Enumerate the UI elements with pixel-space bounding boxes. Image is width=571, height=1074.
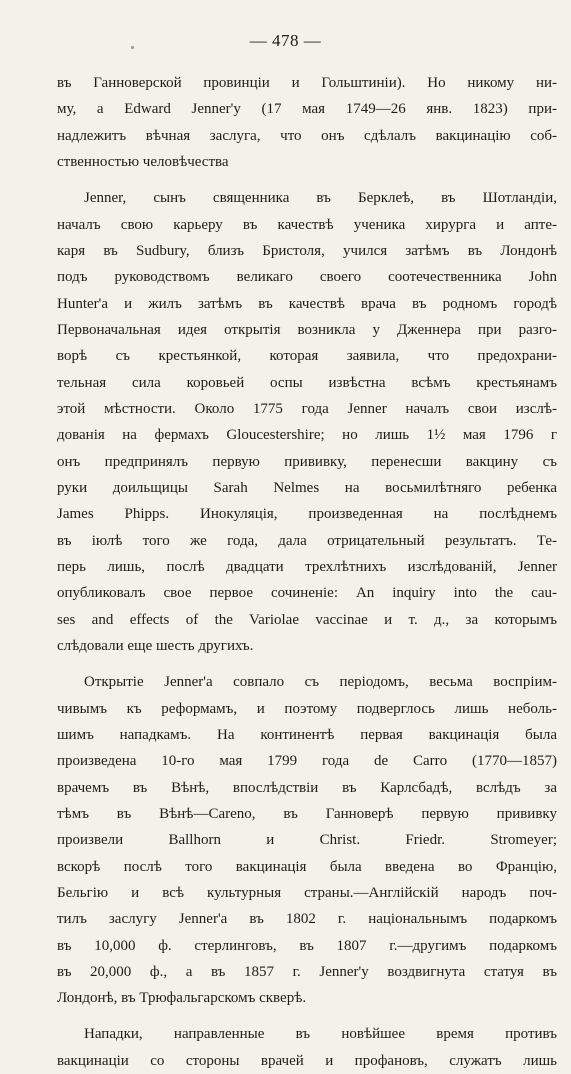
text-line: ственностью человѣчества — [57, 153, 229, 170]
text-line: Jenner, сынъ священника въ Берклеѣ, въ Шотландіи, — [84, 190, 557, 207]
text-line: шимъ нападкамъ. На континентѣ первая вакцинація была — [57, 726, 557, 743]
text-line: произведена 10-го мая 1799 года de Carro (1770—1857) — [57, 753, 557, 770]
text-line: произвели Ballhorn и Christ. Friedr. Stromeyer; — [57, 832, 557, 849]
text-line: дованія на фермахъ Gloucestershire; но лишь 1½ мая 1796 г — [57, 427, 557, 444]
text-line: подъ руководствомъ великаго своего соотечественника John — [57, 269, 557, 286]
text-line: тельная сила коровьей оспы извѣстна всѣмъ крестьянамъ — [57, 374, 557, 391]
text-line: чивымъ къ реформамъ, и поэтому подверглось лишь неболь- — [57, 700, 557, 717]
text-line: Лондонѣ, въ Трюфальгарскомъ скверѣ. — [57, 990, 307, 1007]
text-line: врачемъ въ Вѣнѣ, впослѣдствіи въ Карлсбадѣ, вслѣдъ за — [57, 779, 557, 796]
text-line: му, а Edward Jenner'у (17 мая 1749—26 янв. 1823) при- — [57, 101, 557, 118]
text-line: въ 20,000 ф., а въ 1857 г. Jenner'у воздвигнута статуя въ — [57, 963, 557, 980]
text-line: каря въ Sudbury, близъ Бристоля, учился затѣмъ въ Лондонѣ — [57, 242, 557, 259]
text-line: тилъ заслугу Jenner'а въ 1802 г. національнымъ подаркомъ — [57, 911, 557, 928]
text-line: Бельгію и всѣ культурныя страны.—Англійскій народъ поч- — [57, 884, 557, 901]
text-line: перь лишь, послѣ двадцати трехлѣтнихъ изслѣдованій, Jenner — [57, 558, 557, 575]
text-line: Первоначальная идея открытія возникла у Дженнера при разго- — [57, 321, 557, 338]
text-line: въ Ганноверской провинціи и Гольштиніи). Но никому ни- — [57, 75, 557, 91]
text-line: ses and effects of the Variolae vaccinae и т. д., за которымъ — [57, 611, 557, 628]
text-line: вскорѣ послѣ того вакцинація была введена во Францію, — [57, 858, 557, 875]
text-line: тѣмъ въ Вѣнѣ—Careno, въ Ганноверѣ первую прививку — [57, 805, 557, 822]
text-line: Нападки, направленные въ новѣйшее время противъ — [84, 1026, 557, 1043]
text-line: онъ предпринялъ первую прививку, перенесши вакцину съ — [57, 453, 557, 470]
text-line: ворѣ съ крестьянкой, которая заявила, что предохрани- — [57, 348, 557, 365]
text-line: слѣдовали еще шесть другихъ. — [57, 637, 254, 654]
text-line: James Phipps. Инокуляція, произведенная на послѣднемъ — [57, 506, 557, 523]
paragraph-3 — [57, 669, 557, 1011]
text-line: Открытіе Jenner'а совпало съ періодомъ, весьма воспріим- — [84, 674, 557, 691]
text-line: Hunter'а и жилъ затѣмъ въ качествѣ врача въ родномъ городѣ — [57, 295, 557, 312]
paragraph-4 — [57, 1021, 557, 1074]
text-line: въ 10,000 ф. стерлинговъ, въ 1807 г.—другимъ подаркомъ — [57, 937, 557, 954]
page-body — [57, 70, 557, 1074]
page-number: — 478 — — [249, 31, 322, 50]
text-line: опубликовалъ свое первое сочиненіе: An inquiry into the cau- — [57, 585, 557, 602]
text-line: вакцинаціи со стороны врачей и профановъ, служатъ лишь — [57, 1052, 557, 1069]
text-line: въ іюлѣ того же года, дала отрицательный результатъ. Те- — [57, 532, 557, 549]
text-line: надлежитъ вѣчная заслуга, что онъ сдѣлалъ вакцинацію соб- — [57, 127, 557, 144]
text-line: этой мѣстности. Около 1775 года Jenner началъ свои изслѣ- — [57, 400, 557, 417]
text-line: руки доильщицы Sarah Nelmes на восьмилѣтняго ребенка — [57, 479, 557, 496]
text-line: началъ свою карьеру въ качествѣ ученика хирурга и апте- — [57, 216, 557, 233]
paragraph-2 — [57, 185, 557, 659]
paragraph-1 — [57, 70, 557, 175]
